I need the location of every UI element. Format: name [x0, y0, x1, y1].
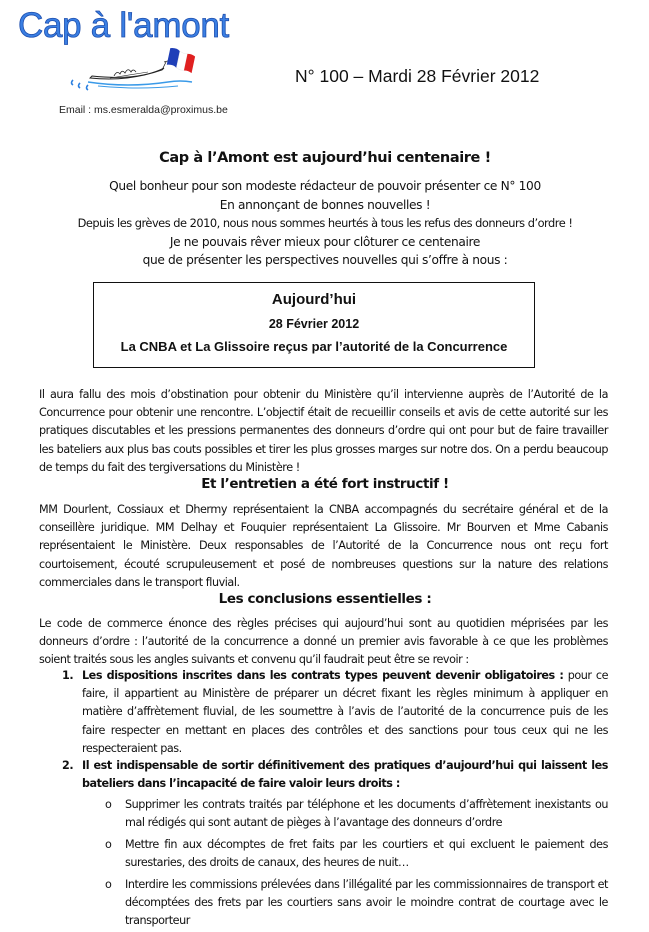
- intro-line: Je ne pouvais rêver mieux pour clôturer ce centenaire: [169, 234, 481, 249]
- paragraph-conclusions: Le code de commerce énonce des règles précises qui aujourd’hui sont au quotidien méprisées par les donneurs d’ordre : l’autorité de la concurrence a donné un premier avis favorable à ce que les problèmes soient traités sous les angles suivants et convenu qu’il faudrait peut être se revoir :: [39, 617, 608, 667]
- newsletter-logo-title: Cap à l'amont: [18, 6, 229, 45]
- list-number: 1.: [62, 669, 74, 682]
- circle-bullet-icon: o: [105, 798, 112, 811]
- circle-bullet-icon: o: [105, 838, 112, 851]
- circle-bullet-icon: o: [105, 878, 112, 891]
- section-title-entretien: Et l’entretien a été fort instructif !: [201, 476, 449, 492]
- intro-line: Quel bonheur pour son modeste rédacteur de pouvoir présenter ce N° 100: [109, 179, 541, 193]
- announcement-subject: La CNBA et La Glissoire reçus par l’autorité de la Concurrence: [120, 339, 508, 354]
- sub-list-item: [105, 876, 608, 931]
- list-item-lead: Les dispositions inscrites dans les contrats types peuvent devenir obligatoires :: [82, 669, 564, 682]
- sub-list-text: Mettre fin aux décomptes de fret faits par les courtiers et qui excluent le paiement des surestaries, des droits de canaux, des heures de nuit…: [125, 838, 608, 870]
- section-title-conclusions: Les conclusions essentielles :: [218, 591, 432, 607]
- paragraph-intro: Il aura fallu des mois d’obstination pour obtenir du Ministère qu’il intervienne auprès de l’Autorité de la Concurrence pour obtenir une rencontre. L’objectif était de recueillir conseils et avis de cette autorité sur les pratiques discutables et les pressions permanentes des donneurs d’ordre qui ont pour but de faire travailler les bateliers aux plus bas couts possibles et tirer les plus grosses marges sur notre dos. On a perdu beaucoup de temps du fait des tergiversations du Ministère !: [39, 388, 608, 474]
- page-headline: Cap à l’Amont est aujourd’hui centenaire !: [159, 150, 491, 166]
- contact-email: Email : ms.esmeralda@proximus.be: [59, 104, 228, 116]
- paragraph-entretien: MM Dourlent, Cossiaux et Dhermy représentaient la CNBA accompagnés du secrétaire général et de la conseillère juridique. MM Delhay et Fouquier représentaient La Glissoire. Mr Bourven et Mme Cabanis représentaient le Ministère. Deux responsables de l’Autorité de la Concurrence nous ont reçu fort courtoisement, écouté scrupuleusement et posé de nombreuses questions sur la nature des relations commerciales dans le transport fluvial.: [39, 503, 608, 589]
- announcement-box: [93, 282, 535, 368]
- sub-list-item: [105, 796, 608, 832]
- list-item: [62, 667, 609, 758]
- list-number: 2.: [62, 759, 74, 772]
- intro-block: [20, 177, 630, 270]
- announcement-date: 28 Février 2012: [268, 317, 360, 331]
- sub-list-text: Interdire les commissions prélevées dans l’illégalité par les commissionnaires de transport et décomptées des frets par les courtiers sans avoir le moindre contrat de courtage avec le transporteur: [125, 878, 608, 928]
- list-item-text: pour ce faire, il appartient au Ministère de préparer un décret fixant les règles minimum à appliquer en matière d’affrètement fluvial, de les soumettre à l’avis de l’autorité de la concurrence puis de les faire respecter en mettant en places des contrôles et des sanctions pour tous ceux qui ne les respecteraient pas.: [82, 669, 609, 755]
- announcement-heading: Aujourd’hui: [271, 291, 357, 308]
- sub-list-text: Supprimer les contrats traités par téléphone et les documents d’affrètement inexistants ou mal rédigés qui sont autant de pièges à l’avantage des donneurs d’ordre: [125, 798, 608, 830]
- intro-line: En annonçant de bonnes nouvelles !: [219, 197, 431, 212]
- intro-line: Depuis les grèves de 2010, nous nous sommes heurtés à tous les refus des donneurs d’ordre !: [77, 216, 573, 230]
- list-item: [62, 757, 608, 793]
- boat-flag-logo-icon: [68, 48, 198, 94]
- issue-number-date: N° 100 – Mardi 28 Février 2012: [295, 66, 540, 86]
- sub-list-item: [105, 836, 608, 872]
- intro-line: que de présenter les perspectives nouvelles qui s’offre à nous :: [142, 253, 508, 267]
- list-item-lead: Il est indispensable de sortir définitivement des pratiques d’aujourd’hui qui laissent les bateliers dans l’incapacité de faire valoir leurs droits :: [82, 759, 608, 791]
